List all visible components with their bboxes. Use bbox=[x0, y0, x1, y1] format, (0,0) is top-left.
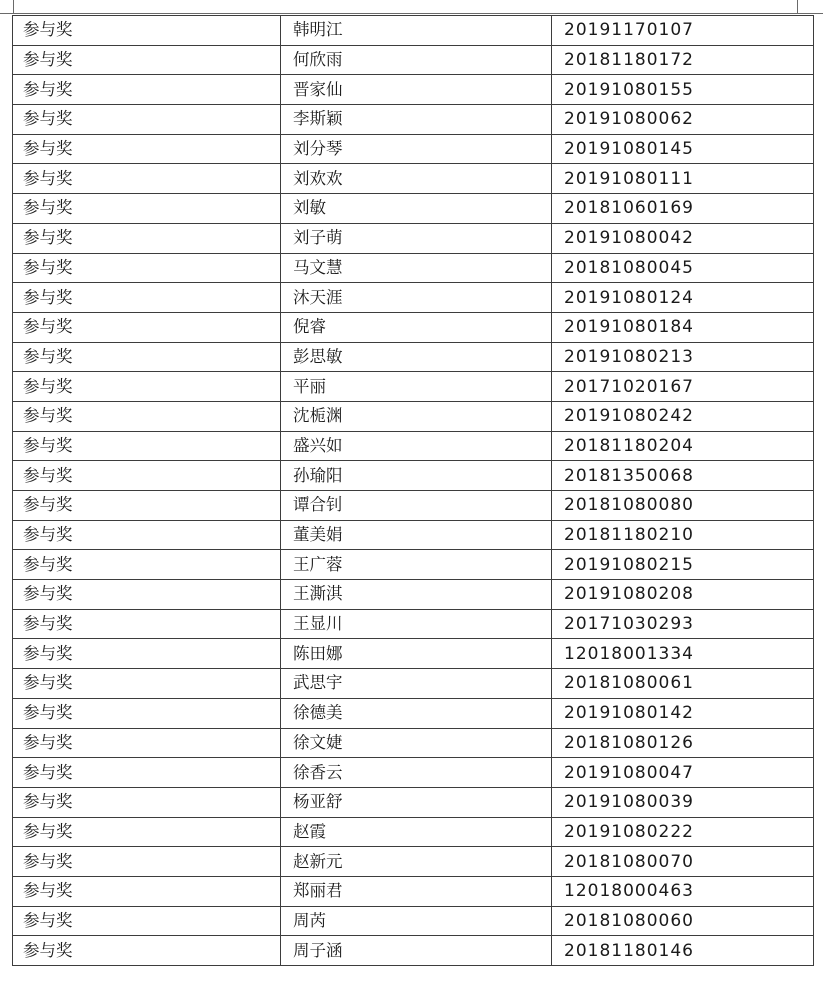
table-row bbox=[13, 134, 814, 164]
table-row bbox=[13, 609, 814, 639]
student-id-cell: 20181180210 bbox=[552, 520, 814, 550]
name-cell: 周子涵 bbox=[281, 936, 552, 966]
award-cell: 参与奖 bbox=[13, 758, 281, 788]
name-cell: 谭合钊 bbox=[281, 491, 552, 521]
name-cell: 平丽 bbox=[281, 372, 552, 402]
table-row bbox=[13, 16, 814, 46]
table-row bbox=[13, 372, 814, 402]
award-cell: 参与奖 bbox=[13, 342, 281, 372]
student-id-cell: 20171030293 bbox=[552, 609, 814, 639]
name-cell: 赵新元 bbox=[281, 847, 552, 877]
name-cell: 孙瑜阳 bbox=[281, 461, 552, 491]
name-cell: 徐德美 bbox=[281, 698, 552, 728]
table-row bbox=[13, 520, 814, 550]
award-cell: 参与奖 bbox=[13, 580, 281, 610]
student-id-cell: 20191080039 bbox=[552, 787, 814, 817]
table-row bbox=[13, 580, 814, 610]
award-cell: 参与奖 bbox=[13, 728, 281, 758]
table-row bbox=[13, 312, 814, 342]
award-cell: 参与奖 bbox=[13, 223, 281, 253]
student-id-cell: 20191080142 bbox=[552, 698, 814, 728]
table-row bbox=[13, 669, 814, 699]
table-row bbox=[13, 758, 814, 788]
table-row bbox=[13, 461, 814, 491]
top-rule bbox=[0, 13, 823, 14]
table-row bbox=[13, 787, 814, 817]
student-id-cell: 20191080242 bbox=[552, 401, 814, 431]
name-cell: 刘分琴 bbox=[281, 134, 552, 164]
name-cell: 李斯颖 bbox=[281, 105, 552, 135]
award-cell: 参与奖 bbox=[13, 609, 281, 639]
table-row bbox=[13, 936, 814, 966]
name-cell: 韩明江 bbox=[281, 16, 552, 46]
student-id-cell: 20191080208 bbox=[552, 580, 814, 610]
student-id-cell: 20191170107 bbox=[552, 16, 814, 46]
table-row bbox=[13, 491, 814, 521]
name-cell: 徐香云 bbox=[281, 758, 552, 788]
student-id-cell: 20181350068 bbox=[552, 461, 814, 491]
award-cell: 参与奖 bbox=[13, 164, 281, 194]
name-cell: 徐文婕 bbox=[281, 728, 552, 758]
award-cell: 参与奖 bbox=[13, 312, 281, 342]
award-cell: 参与奖 bbox=[13, 550, 281, 580]
table-row bbox=[13, 876, 814, 906]
name-cell: 何欣雨 bbox=[281, 45, 552, 75]
student-id-cell: 20191080213 bbox=[552, 342, 814, 372]
award-cell: 参与奖 bbox=[13, 847, 281, 877]
award-cell: 参与奖 bbox=[13, 194, 281, 224]
award-cell: 参与奖 bbox=[13, 105, 281, 135]
award-cell: 参与奖 bbox=[13, 669, 281, 699]
award-cell: 参与奖 bbox=[13, 461, 281, 491]
name-cell: 董美娟 bbox=[281, 520, 552, 550]
student-id-cell: 20181060169 bbox=[552, 194, 814, 224]
award-cell: 参与奖 bbox=[13, 134, 281, 164]
name-cell: 刘敏 bbox=[281, 194, 552, 224]
student-id-cell: 20181180172 bbox=[552, 45, 814, 75]
table-row bbox=[13, 75, 814, 105]
name-cell: 晋家仙 bbox=[281, 75, 552, 105]
student-id-cell: 20171020167 bbox=[552, 372, 814, 402]
name-cell: 彭思敏 bbox=[281, 342, 552, 372]
top-right-border bbox=[797, 0, 798, 14]
table-row bbox=[13, 45, 814, 75]
previous-table-edge bbox=[0, 0, 831, 16]
award-cell: 参与奖 bbox=[13, 372, 281, 402]
table-row bbox=[13, 431, 814, 461]
name-cell: 倪睿 bbox=[281, 312, 552, 342]
student-id-cell: 20181180204 bbox=[552, 431, 814, 461]
student-id-cell: 20191080145 bbox=[552, 134, 814, 164]
table-row bbox=[13, 550, 814, 580]
table-row bbox=[13, 817, 814, 847]
table-row bbox=[13, 728, 814, 758]
award-cell: 参与奖 bbox=[13, 253, 281, 283]
name-cell: 周芮 bbox=[281, 906, 552, 936]
student-id-cell: 20191080047 bbox=[552, 758, 814, 788]
table-row bbox=[13, 105, 814, 135]
name-cell: 王广蓉 bbox=[281, 550, 552, 580]
table-row bbox=[13, 223, 814, 253]
student-id-cell: 12018000463 bbox=[552, 876, 814, 906]
table-row bbox=[13, 253, 814, 283]
table-row bbox=[13, 194, 814, 224]
name-cell: 刘子萌 bbox=[281, 223, 552, 253]
student-id-cell: 20191080042 bbox=[552, 223, 814, 253]
award-cell: 参与奖 bbox=[13, 431, 281, 461]
award-cell: 参与奖 bbox=[13, 520, 281, 550]
award-cell: 参与奖 bbox=[13, 45, 281, 75]
name-cell: 沐天涯 bbox=[281, 283, 552, 313]
student-id-cell: 20191080124 bbox=[552, 283, 814, 313]
name-cell: 武思宇 bbox=[281, 669, 552, 699]
table-row bbox=[13, 698, 814, 728]
top-left-border bbox=[13, 0, 14, 14]
name-cell: 王澌淇 bbox=[281, 580, 552, 610]
student-id-cell: 20191080155 bbox=[552, 75, 814, 105]
student-id-cell: 20181080070 bbox=[552, 847, 814, 877]
name-cell: 马文慧 bbox=[281, 253, 552, 283]
student-id-cell: 20181180146 bbox=[552, 936, 814, 966]
award-cell: 参与奖 bbox=[13, 876, 281, 906]
student-id-cell: 20181080060 bbox=[552, 906, 814, 936]
student-id-cell: 20181080080 bbox=[552, 491, 814, 521]
name-cell: 杨亚舒 bbox=[281, 787, 552, 817]
student-id-cell: 20191080222 bbox=[552, 817, 814, 847]
award-cell: 参与奖 bbox=[13, 75, 281, 105]
award-cell: 参与奖 bbox=[13, 401, 281, 431]
award-cell: 参与奖 bbox=[13, 936, 281, 966]
award-cell: 参与奖 bbox=[13, 283, 281, 313]
award-cell: 参与奖 bbox=[13, 639, 281, 669]
student-id-cell: 20181080061 bbox=[552, 669, 814, 699]
student-id-cell: 20181080045 bbox=[552, 253, 814, 283]
name-cell: 郑丽君 bbox=[281, 876, 552, 906]
award-list-body bbox=[13, 16, 814, 966]
name-cell: 刘欢欢 bbox=[281, 164, 552, 194]
student-id-cell: 20191080111 bbox=[552, 164, 814, 194]
table-row bbox=[13, 847, 814, 877]
name-cell: 陈田娜 bbox=[281, 639, 552, 669]
table-row bbox=[13, 342, 814, 372]
award-cell: 参与奖 bbox=[13, 491, 281, 521]
student-id-cell: 20181080126 bbox=[552, 728, 814, 758]
student-id-cell: 20191080184 bbox=[552, 312, 814, 342]
table-row bbox=[13, 639, 814, 669]
award-cell: 参与奖 bbox=[13, 817, 281, 847]
name-cell: 赵霞 bbox=[281, 817, 552, 847]
name-cell: 王显川 bbox=[281, 609, 552, 639]
award-list-table bbox=[12, 15, 814, 966]
table-row bbox=[13, 906, 814, 936]
student-id-cell: 20191080215 bbox=[552, 550, 814, 580]
award-cell: 参与奖 bbox=[13, 787, 281, 817]
table-row bbox=[13, 164, 814, 194]
table-row bbox=[13, 283, 814, 313]
award-cell: 参与奖 bbox=[13, 906, 281, 936]
student-id-cell: 20191080062 bbox=[552, 105, 814, 135]
student-id-cell: 12018001334 bbox=[552, 639, 814, 669]
award-cell: 参与奖 bbox=[13, 698, 281, 728]
award-cell: 参与奖 bbox=[13, 16, 281, 46]
name-cell: 盛兴如 bbox=[281, 431, 552, 461]
table-row bbox=[13, 401, 814, 431]
name-cell: 沈栀渊 bbox=[281, 401, 552, 431]
